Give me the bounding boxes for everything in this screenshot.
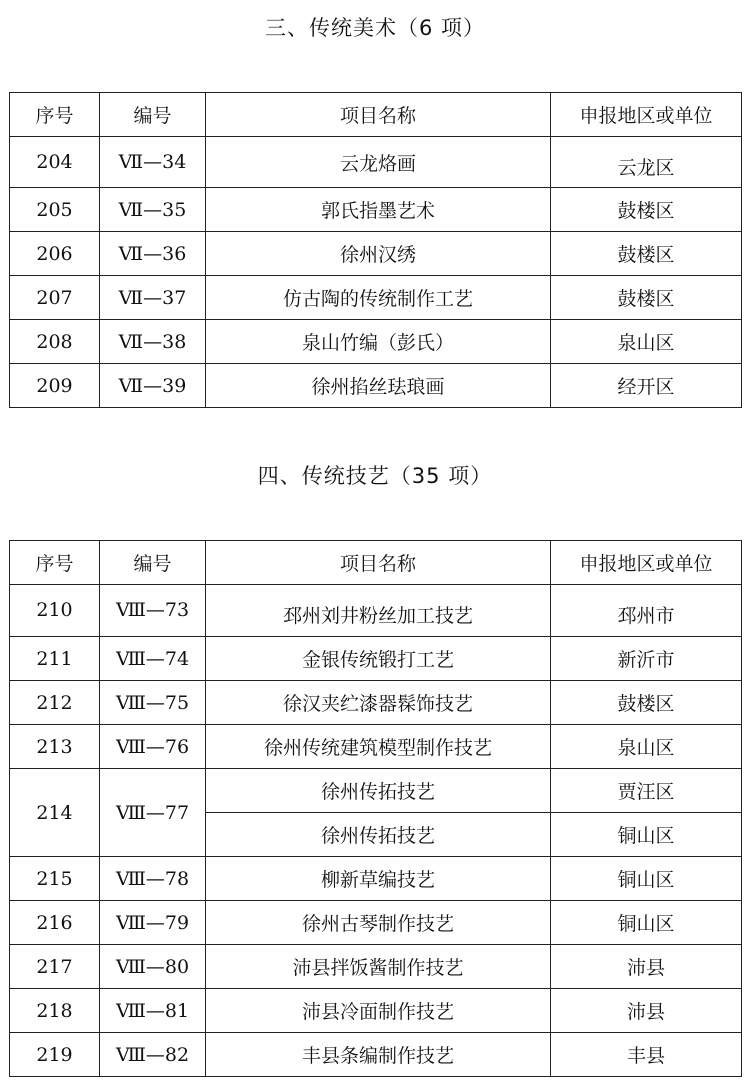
row-seq: 216: [10, 901, 100, 945]
row-code: Ⅷ—76: [100, 725, 206, 769]
row-code: Ⅷ—77: [100, 769, 206, 857]
row-area: 邳州市: [551, 585, 742, 637]
table-row: [10, 945, 742, 989]
row-code: Ⅷ—79: [100, 901, 206, 945]
section-heading-traditional-art: 三、传统美术（6 项）: [264, 16, 486, 40]
row-seq: 205: [10, 188, 100, 232]
header-code: 编号: [100, 93, 206, 137]
traditional-craft-table: [9, 540, 742, 1077]
row-name: 丰县条编制作技艺: [206, 1033, 551, 1077]
table-row: [10, 585, 742, 637]
row-name: 沛县拌饭酱制作技艺: [206, 945, 551, 989]
table-row: [10, 137, 742, 188]
table-row: [10, 901, 742, 945]
row-area: 铜山区: [551, 813, 742, 857]
row-code: Ⅶ—34: [100, 137, 206, 188]
table-row: [10, 989, 742, 1033]
table-row: [10, 681, 742, 725]
row-code: Ⅷ—73: [100, 585, 206, 637]
row-seq: 219: [10, 1033, 100, 1077]
table-row: [10, 188, 742, 232]
row-name: 仿古陶的传统制作工艺: [206, 276, 551, 320]
row-area: 丰县: [551, 1033, 742, 1077]
row-area: 泉山区: [551, 320, 742, 364]
row-code: Ⅶ—35: [100, 188, 206, 232]
section-heading-traditional-craft: 四、传统技艺（35 项）: [257, 464, 493, 488]
row-code: Ⅶ—39: [100, 364, 206, 408]
row-seq: 208: [10, 320, 100, 364]
table-row: [10, 857, 742, 901]
row-code: Ⅶ—36: [100, 232, 206, 276]
header-name: 项目名称: [206, 93, 551, 137]
table-row: [10, 276, 742, 320]
row-area: 贾汪区: [551, 769, 742, 813]
header-area: 申报地区或单位: [551, 541, 742, 585]
row-area: 鼓楼区: [551, 188, 742, 232]
row-area: 经开区: [551, 364, 742, 408]
header-area: 申报地区或单位: [551, 93, 742, 137]
row-seq: 206: [10, 232, 100, 276]
header-seq: 序号: [10, 93, 100, 137]
row-name: 郭氏指墨艺术: [206, 188, 551, 232]
table-row: [10, 320, 742, 364]
row-name: 云龙烙画: [206, 137, 551, 188]
row-code: Ⅷ—74: [100, 637, 206, 681]
row-name: 徐州传拓技艺: [206, 769, 551, 813]
header-seq: 序号: [10, 541, 100, 585]
row-area: 云龙区: [551, 137, 742, 188]
row-name: 徐州古琴制作技艺: [206, 901, 551, 945]
row-area: 铜山区: [551, 857, 742, 901]
row-seq: 211: [10, 637, 100, 681]
row-name: 徐汉夹纻漆器髹饰技艺: [206, 681, 551, 725]
row-name: 徐州掐丝珐琅画: [206, 364, 551, 408]
row-area: 鼓楼区: [551, 232, 742, 276]
row-area: 泉山区: [551, 725, 742, 769]
row-code: Ⅶ—38: [100, 320, 206, 364]
row-code: Ⅷ—75: [100, 681, 206, 725]
table-row: [10, 725, 742, 769]
row-seq: 204: [10, 137, 100, 188]
row-code: Ⅷ—80: [100, 945, 206, 989]
row-code: Ⅷ—82: [100, 1033, 206, 1077]
row-name: 邳州刘井粉丝加工技艺: [206, 585, 551, 637]
table-row: [10, 1033, 742, 1077]
table-row: [10, 637, 742, 681]
row-name: 徐州汉绣: [206, 232, 551, 276]
traditional-art-table: [9, 92, 742, 408]
row-name: 沛县冷面制作技艺: [206, 989, 551, 1033]
row-code: Ⅷ—81: [100, 989, 206, 1033]
row-seq: 218: [10, 989, 100, 1033]
table-row: [10, 364, 742, 408]
row-area: 新沂市: [551, 637, 742, 681]
row-seq: 209: [10, 364, 100, 408]
row-area: 沛县: [551, 945, 742, 989]
row-seq: 217: [10, 945, 100, 989]
row-seq: 210: [10, 585, 100, 637]
row-seq: 212: [10, 681, 100, 725]
row-area: 沛县: [551, 989, 742, 1033]
row-name: 金银传统锻打工艺: [206, 637, 551, 681]
table-row: [10, 769, 742, 813]
row-area: 鼓楼区: [551, 276, 742, 320]
row-name: 柳新草编技艺: [206, 857, 551, 901]
table-header-row: [10, 541, 742, 585]
row-seq: 214: [10, 769, 100, 857]
table-header-row: [10, 93, 742, 137]
header-code: 编号: [100, 541, 206, 585]
row-seq: 207: [10, 276, 100, 320]
row-code: Ⅷ—78: [100, 857, 206, 901]
table-row: [10, 232, 742, 276]
row-name: 徐州传拓技艺: [206, 813, 551, 857]
row-area: 鼓楼区: [551, 681, 742, 725]
row-code: Ⅶ—37: [100, 276, 206, 320]
row-seq: 213: [10, 725, 100, 769]
header-name: 项目名称: [206, 541, 551, 585]
row-seq: 215: [10, 857, 100, 901]
row-area: 铜山区: [551, 901, 742, 945]
row-name: 泉山竹编（彭氏）: [206, 320, 551, 364]
row-name: 徐州传统建筑模型制作技艺: [206, 725, 551, 769]
